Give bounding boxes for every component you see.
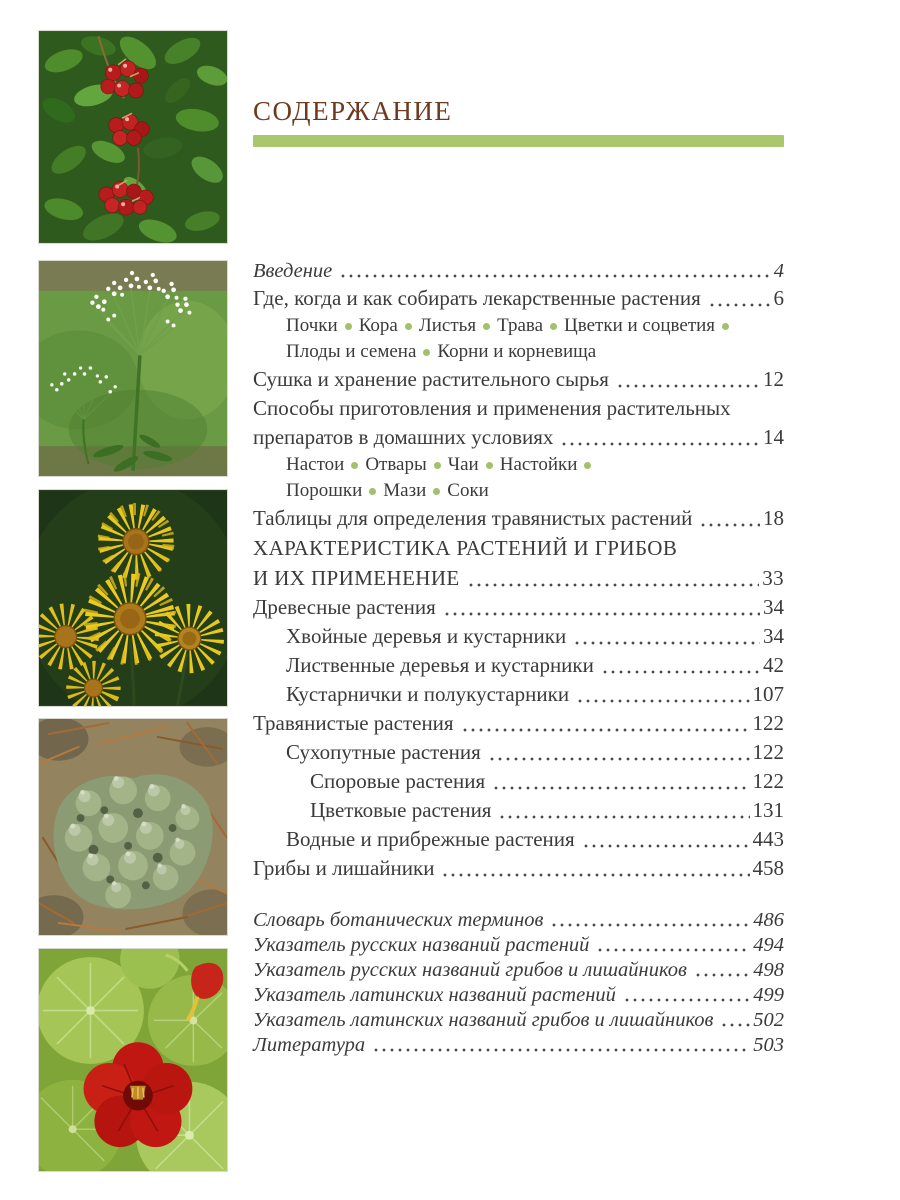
- bullet-dot-icon: [722, 323, 729, 330]
- toc-entry: [253, 709, 784, 738]
- dot-leader: [573, 622, 760, 645]
- toc-entry: [253, 563, 784, 593]
- bullet-dot-icon: [369, 488, 376, 495]
- toc-section-gap: [253, 883, 784, 908]
- toc-entry: [253, 796, 784, 825]
- elecampane-illustration: [39, 490, 227, 706]
- page-number: 122: [752, 740, 784, 764]
- dot-leader: [582, 825, 750, 848]
- bullet-dot-icon: [550, 323, 557, 330]
- page-number: 494: [753, 934, 784, 956]
- dot-leader: [443, 593, 760, 616]
- page-number: 499: [753, 984, 784, 1006]
- page-number: 458: [752, 856, 784, 880]
- dot-leader: [441, 854, 749, 877]
- toc-entry-label: Грибы и лишайники: [253, 856, 435, 880]
- toc-entry-label: Где, когда и как собирать лекарственные растения: [253, 286, 701, 310]
- bullet-dot-icon: [433, 488, 440, 495]
- page-number: 443: [752, 827, 784, 851]
- toc-entry-label: Лиственные деревья и кустарники: [286, 653, 594, 677]
- toc-entry-label: ХАРАКТЕРИСТИКА РАСТЕНИЙ И ГРИБОВ: [253, 536, 678, 560]
- page-number: 503: [753, 1034, 784, 1056]
- toc-entry-label: Споровые растения: [310, 769, 486, 793]
- toc-entry-label: Сушка и хранение растительного сырья: [253, 367, 609, 391]
- umbel-illustration: [39, 261, 227, 476]
- page-number: 107: [752, 682, 784, 706]
- toc-keyword: Соки: [447, 480, 489, 501]
- toc-entry: [253, 983, 784, 1008]
- toc-entry-label: Водные и прибрежные растения: [286, 827, 575, 851]
- toc-entry-label: Словарь ботанических терминов: [253, 909, 544, 931]
- toc-keyword: Настойки: [499, 454, 578, 475]
- toc-entry: [253, 284, 784, 313]
- page-number: 34: [763, 624, 784, 648]
- lingonberry-berries-photo: [38, 30, 228, 244]
- toc-entry: [253, 1008, 784, 1033]
- toc-entry-label: Указатель русских названий грибов и лишайников: [253, 959, 687, 981]
- toc-content: [253, 0, 784, 1058]
- page-number: 4: [773, 260, 784, 282]
- toc-entry: [253, 593, 784, 622]
- bullet-dot-icon: [483, 323, 490, 330]
- dot-leader: [498, 796, 749, 819]
- dot-leader: [596, 933, 750, 952]
- toc-entry-label: Сухопутные растения: [286, 740, 481, 764]
- toc-entry: [253, 680, 784, 709]
- dot-leader: [720, 1008, 750, 1027]
- toc-entry: [253, 622, 784, 651]
- page-number: 122: [752, 769, 784, 793]
- title-rule: [253, 135, 784, 147]
- page-number: 498: [753, 959, 784, 981]
- lichen-photo: [38, 718, 228, 936]
- toc-entry-label: Таблицы для определения травянистых растений: [253, 506, 693, 530]
- page-number: 14: [763, 425, 784, 449]
- toc-entry: [253, 854, 784, 883]
- toc-entry: [253, 651, 784, 680]
- dot-leader: [488, 738, 750, 761]
- toc-keyword: Отвары: [365, 454, 427, 475]
- dot-leader: [492, 767, 749, 790]
- dot-leader: [616, 365, 760, 388]
- toc-entry-label: Хвойные деревья и кустарники: [286, 624, 567, 648]
- dot-leader: [708, 284, 771, 307]
- toc-keywords-line: [253, 313, 784, 339]
- white-umbel-flowers-photo: [38, 260, 228, 477]
- toc-entry: [253, 825, 784, 854]
- red-nasturtium-photo: [38, 948, 228, 1172]
- dot-leader: [550, 908, 750, 927]
- dot-leader: [623, 983, 750, 1002]
- toc-entry: [253, 533, 784, 563]
- page-number: 42: [763, 653, 784, 677]
- toc-entry-label: И ИХ ПРИМЕНЕНИЕ: [253, 566, 460, 590]
- lichen-illustration: [39, 719, 227, 935]
- page-number: 486: [753, 909, 784, 931]
- page-number: 33: [762, 566, 784, 590]
- toc-entry-label: Введение: [253, 260, 333, 282]
- toc-keywords-line: [253, 452, 784, 478]
- dot-leader: [461, 709, 750, 732]
- bullet-dot-icon: [486, 462, 493, 469]
- toc-entry: [253, 767, 784, 796]
- toc-entry-label: препаратов в домашних условиях: [253, 425, 554, 449]
- toc-keyword: Корни и корневища: [437, 341, 597, 362]
- toc-entry: [253, 259, 784, 284]
- bullet-dot-icon: [405, 323, 412, 330]
- toc-entry: [253, 933, 784, 958]
- toc-entry-label: Цветковые растения: [310, 798, 492, 822]
- page-number: 12: [763, 367, 784, 391]
- page-number: 34: [763, 595, 784, 619]
- toc-keyword: Листья: [418, 315, 477, 336]
- dot-leader: [467, 563, 760, 587]
- toc-entry-label: Указатель латинских названий грибов и лишайников: [253, 1009, 714, 1031]
- bullet-dot-icon: [345, 323, 352, 330]
- toc-entry: [253, 423, 784, 452]
- page-number: 502: [753, 1009, 784, 1031]
- bullet-dot-icon: [423, 349, 430, 356]
- toc-entry-label: Литература: [253, 1034, 366, 1056]
- toc-entry-label: Древесные растения: [253, 595, 436, 619]
- toc-entry-label: Способы приготовления и применения растительных: [253, 396, 731, 420]
- page-number: 6: [773, 286, 784, 310]
- toc-entry: [253, 738, 784, 767]
- nasturtium-illustration: [39, 949, 227, 1171]
- toc-keywords-line: [253, 478, 784, 504]
- toc-list: [253, 259, 784, 1058]
- toc-keyword: Порошки: [286, 480, 363, 501]
- toc-entry-label: Кустарнички и полукустарники: [286, 682, 570, 706]
- toc-keyword: Настои: [286, 454, 345, 475]
- toc-entry: [253, 394, 784, 423]
- yellow-elecampane-flowers-photo: [38, 489, 228, 707]
- dot-leader: [699, 504, 760, 527]
- page-number: 131: [752, 798, 784, 822]
- dot-leader: [694, 958, 750, 977]
- lingonberry-illustration: [39, 31, 227, 243]
- toc-keyword: Цветки и соцветия: [564, 315, 716, 336]
- toc-entry-label: Указатель русских названий растений: [253, 934, 590, 956]
- toc-entry: [253, 504, 784, 533]
- bullet-dot-icon: [351, 462, 358, 469]
- dot-leader: [372, 1033, 750, 1052]
- toc-keyword: Кора: [358, 315, 398, 336]
- toc-entry: [253, 908, 784, 933]
- dot-leader: [560, 423, 760, 446]
- toc-keywords-line: [253, 339, 784, 365]
- bullet-dot-icon: [434, 462, 441, 469]
- toc-keyword: Чаи: [447, 454, 479, 475]
- toc-keyword: Плоды и семена: [286, 341, 417, 362]
- toc-keyword: Почки: [286, 315, 338, 336]
- toc-entry-label: Указатель латинских названий растений: [253, 984, 616, 1006]
- toc-entry: [253, 365, 784, 394]
- toc-keyword: Мази: [383, 480, 427, 501]
- toc-keyword: Трава: [497, 315, 544, 336]
- toc-entry: [253, 1033, 784, 1058]
- dot-leader: [576, 680, 749, 703]
- dot-leader: [601, 651, 760, 674]
- page-title: СОДЕРЖАНИЕ: [253, 96, 453, 126]
- dot-leader: [339, 259, 771, 278]
- page-number: 122: [752, 711, 784, 735]
- toc-entry-label: Травянистые растения: [253, 711, 454, 735]
- bullet-dot-icon: [584, 462, 591, 469]
- page-number: 18: [763, 506, 784, 530]
- toc-entry: [253, 958, 784, 983]
